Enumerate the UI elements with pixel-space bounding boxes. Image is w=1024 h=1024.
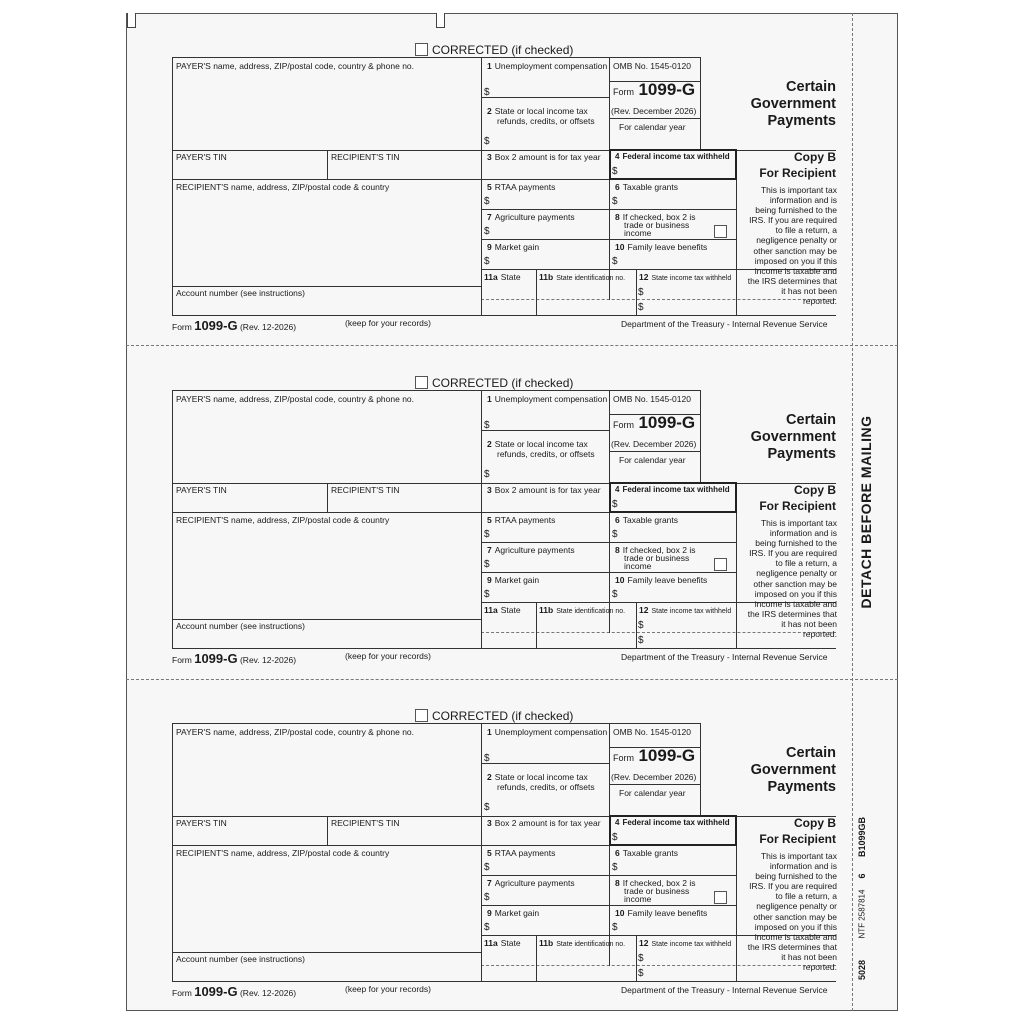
box10-amount[interactable]: $ <box>612 922 618 933</box>
form-rule <box>172 57 173 315</box>
notice-line: the IRS determines that <box>747 941 837 952</box>
notice-line: This is important tax <box>760 851 837 861</box>
footer-keep: (keep for your records) <box>345 318 431 328</box>
notice-line: to file a return, a <box>775 558 837 569</box>
payer-name-label: PAYER'S name, address, ZIP/postal code, country & phone no. <box>176 727 415 737</box>
box6-amount[interactable]: $ <box>612 529 618 540</box>
calendar-year-label: For calendar year <box>619 122 686 132</box>
box7-amount[interactable]: $ <box>484 892 490 903</box>
footer-keep: (keep for your records) <box>345 984 431 994</box>
account-number-field[interactable] <box>174 632 479 647</box>
box12-label: 12 State income tax withheld <box>639 605 732 615</box>
box8-checkbox[interactable] <box>714 225 727 238</box>
box9-amount[interactable]: $ <box>484 589 490 600</box>
box2-amount[interactable]: $ <box>484 136 490 147</box>
recipient-name-label: RECIPIENT'S name, address, ZIP/postal code & country <box>176 515 390 525</box>
notice-line: IRS. If you are required <box>749 881 837 892</box>
form-rule <box>700 723 701 816</box>
payer-name-field[interactable] <box>174 738 479 814</box>
form-rule <box>172 315 836 316</box>
margin-code-ntf: NTF 2587814 <box>857 889 867 939</box>
notice-line: reported. <box>802 962 837 973</box>
box3-label: 3 Box 2 amount is for tax year <box>487 818 601 828</box>
copy-label: Copy B <box>794 816 836 830</box>
form-rule <box>172 723 173 981</box>
box8-label-line2: trade or business <box>624 886 690 896</box>
notice-line: other sanction may be <box>753 245 837 256</box>
footer-form: Form 1099-G (Rev. 12-2026) <box>172 651 297 666</box>
box2-label: 2 State or local income tax <box>487 772 588 782</box>
form-rule <box>172 390 700 391</box>
account-number-label: Account number (see instructions) <box>176 954 305 964</box>
notice-line: it has not been <box>781 951 837 962</box>
box4-label: 4 Federal income tax withheld <box>615 485 730 494</box>
box11b-field-1[interactable] <box>538 617 634 631</box>
box1-amount[interactable]: $ <box>484 753 490 764</box>
margin-code-6: 6 <box>857 873 867 879</box>
payer-tin-field[interactable] <box>174 163 325 178</box>
form-number: Form 1099-G <box>613 413 696 432</box>
form-number: Form 1099-G <box>613 746 696 765</box>
form-rule <box>172 512 481 513</box>
notice-line: to file a return, a <box>775 891 837 902</box>
omb-number: OMB No. 1545-0120 <box>613 394 691 404</box>
notice-line: information and is <box>769 195 837 206</box>
box2-amount[interactable]: $ <box>484 469 490 480</box>
footer-department: Department of the Treasury - Internal Revenue Service <box>621 985 828 995</box>
form-title: Certain Government Payments <box>750 412 836 462</box>
box4-label: 4 Federal income tax withheld <box>615 818 730 827</box>
box11a-label: 11a State <box>484 272 521 282</box>
form-rule <box>481 763 609 764</box>
notice-line: income is taxable and <box>754 265 837 276</box>
box10-amount[interactable]: $ <box>612 589 618 600</box>
form-rule <box>172 619 481 620</box>
omb-number: OMB No. 1545-0120 <box>613 727 691 737</box>
box12-amount-2[interactable]: $ <box>638 635 644 646</box>
notice-line: reported. <box>802 629 837 640</box>
box12-amount-1[interactable]: $ <box>638 287 644 298</box>
detach-instruction: DETACH BEFORE MAILING <box>858 415 874 609</box>
form-rule <box>636 602 637 648</box>
box2-amount[interactable]: $ <box>484 802 490 813</box>
form-rule <box>172 952 481 953</box>
recipient-tin-label: RECIPIENT'S TIN <box>331 485 400 495</box>
box5-amount[interactable]: $ <box>484 196 490 207</box>
payer-name-field[interactable] <box>174 72 479 148</box>
box5-label: 5 RTAA payments <box>487 182 556 192</box>
form-rule <box>481 57 482 315</box>
recipient-label: For Recipient <box>759 166 836 180</box>
payer-name-label: PAYER'S name, address, ZIP/postal code, country & phone no. <box>176 61 415 71</box>
form-title: Certain Government Payments <box>750 79 836 129</box>
notice-line: being furnished to the <box>755 871 837 882</box>
notice-line: to file a return, a <box>775 225 837 236</box>
box11a-field-1[interactable] <box>483 617 534 631</box>
box12-amount-2[interactable]: $ <box>638 302 644 313</box>
box2-label-line2: refunds, credits, or offsets <box>497 449 595 459</box>
box9-label: 9 Market gain <box>487 908 540 918</box>
box6-label: 6 Taxable grants <box>615 182 679 192</box>
form-rule <box>481 430 609 431</box>
recipient-name-field[interactable] <box>174 193 479 284</box>
copy-label: Copy B <box>794 150 836 164</box>
box8-checkbox[interactable] <box>714 891 727 904</box>
box10-label: 10 Family leave benefits <box>615 908 708 918</box>
notice-line: income is taxable and <box>754 931 837 942</box>
box11b-field-1[interactable] <box>538 950 634 964</box>
box12-amount-1[interactable]: $ <box>638 620 644 631</box>
box5-amount[interactable]: $ <box>484 862 490 873</box>
notice-line: the IRS determines that <box>747 608 837 619</box>
notice-line: imposed on you if this <box>754 255 837 266</box>
recipient-tin-field[interactable] <box>329 496 479 511</box>
box4-amount[interactable]: $ <box>612 499 618 510</box>
copy-designation <box>740 149 836 181</box>
box11a-label: 11a State <box>484 605 521 615</box>
box12-amount-1[interactable]: $ <box>638 953 644 964</box>
payer-name-field[interactable] <box>174 405 479 481</box>
box11a-field-1[interactable] <box>483 950 534 964</box>
box4-label: 4 Federal income tax withheld <box>615 152 730 161</box>
payer-name-label: PAYER'S name, address, ZIP/postal code, country & phone no. <box>176 394 415 404</box>
box9-label: 9 Market gain <box>487 575 540 585</box>
box1-label: 1 Unemployment compensation <box>487 61 608 71</box>
form-copy-3 <box>0 666 1024 999</box>
copy-designation <box>740 815 836 847</box>
form-rule <box>700 390 701 483</box>
copy-designation <box>740 482 836 514</box>
notice-line: information and is <box>769 861 837 872</box>
margin-code-product: B1099GB <box>857 816 867 858</box>
notice-line: reported. <box>802 296 837 307</box>
box8-label-line2: trade or business <box>624 220 690 230</box>
recipient-name-label: RECIPIENT'S name, address, ZIP/postal code & country <box>176 848 390 858</box>
box10-label: 10 Family leave benefits <box>615 242 708 252</box>
box7-label: 7 Agriculture payments <box>487 878 575 888</box>
recipient-name-field[interactable] <box>174 526 479 617</box>
notice-line: This is important tax <box>760 518 837 528</box>
recipient-name-field[interactable] <box>174 859 479 950</box>
notice-line: IRS. If you are required <box>749 215 837 226</box>
corrected-label: CORRECTED (if checked) <box>432 709 574 723</box>
copy-label: Copy B <box>794 483 836 497</box>
box8-label-line3: income <box>624 894 652 904</box>
box11b-label: 11b State identification no. <box>539 272 626 282</box>
notice-line: it has not been <box>781 618 837 629</box>
box1-amount[interactable]: $ <box>484 87 490 98</box>
revision-date: (Rev. December 2026) <box>611 106 697 116</box>
corrected-checkbox[interactable] <box>415 376 428 389</box>
box11b-label: 11b State identification no. <box>539 938 626 948</box>
calendar-year-field[interactable] <box>612 799 697 814</box>
recipient-tin-field[interactable] <box>329 829 479 844</box>
box9-amount[interactable]: $ <box>484 922 490 933</box>
form-rule <box>536 269 537 315</box>
notice-line: imposed on you if this <box>754 921 837 932</box>
notice-line: information and is <box>769 528 837 539</box>
calendar-year-field[interactable] <box>612 466 697 481</box>
form-rule <box>172 286 481 287</box>
box7-amount[interactable]: $ <box>484 226 490 237</box>
omb-number: OMB No. 1545-0120 <box>613 61 691 71</box>
box6-amount[interactable]: $ <box>612 862 618 873</box>
box9-amount[interactable]: $ <box>484 256 490 267</box>
box9-label: 9 Market gain <box>487 242 540 252</box>
recipient-notice <box>740 851 837 972</box>
notice-line: being furnished to the <box>755 538 837 549</box>
notice-line: being furnished to the <box>755 205 837 216</box>
form-rule <box>172 390 173 648</box>
notice-line: the IRS determines that <box>747 275 837 286</box>
box4-amount[interactable]: $ <box>612 166 618 177</box>
revision-date: (Rev. December 2026) <box>611 772 697 782</box>
box3-label: 3 Box 2 amount is for tax year <box>487 485 601 495</box>
recipient-label: For Recipient <box>759 832 836 846</box>
box11a-field-1[interactable] <box>483 284 534 298</box>
form-rule <box>700 57 701 150</box>
notice-line: other sanction may be <box>753 578 837 589</box>
form-rule <box>609 451 700 452</box>
form-rule <box>609 118 700 119</box>
payer-tin-label: PAYER'S TIN <box>176 485 227 495</box>
account-number-field[interactable] <box>174 299 479 314</box>
box11b-field-1[interactable] <box>538 284 634 298</box>
calendar-year-label: For calendar year <box>619 455 686 465</box>
notice-line: IRS. If you are required <box>749 548 837 559</box>
box8-label-line3: income <box>624 561 652 571</box>
margin-code-5028: 5028 <box>857 959 867 981</box>
notice-line: it has not been <box>781 285 837 296</box>
recipient-tin-label: RECIPIENT'S TIN <box>331 818 400 828</box>
box7-label: 7 Agriculture payments <box>487 212 575 222</box>
recipient-label: For Recipient <box>759 499 836 513</box>
notice-line: negligence penalty or <box>756 901 837 912</box>
form-rule <box>636 269 637 315</box>
form-rule <box>536 935 537 981</box>
box8-label: 8 If checked, box 2 is <box>615 545 696 555</box>
payer-tin-field[interactable] <box>174 829 325 844</box>
box8-label-line2: trade or business <box>624 553 690 563</box>
corrected-label: CORRECTED (if checked) <box>432 376 574 390</box>
box6-amount[interactable]: $ <box>612 196 618 207</box>
recipient-notice <box>740 185 837 306</box>
box8-checkbox[interactable] <box>714 558 727 571</box>
corrected-checkbox[interactable] <box>415 43 428 56</box>
footer-keep: (keep for your records) <box>345 651 431 661</box>
form-rule <box>327 150 328 179</box>
box12-amount-2[interactable]: $ <box>638 968 644 979</box>
form-rule <box>636 935 637 981</box>
payer-tin-label: PAYER'S TIN <box>176 152 227 162</box>
box8-label: 8 If checked, box 2 is <box>615 878 696 888</box>
box6-label: 6 Taxable grants <box>615 515 679 525</box>
form-rule <box>327 483 328 512</box>
form-copy-2 <box>0 333 1024 666</box>
footer-form: Form 1099-G (Rev. 12-2026) <box>172 984 297 999</box>
account-number-field[interactable] <box>174 965 479 980</box>
calendar-year-field[interactable] <box>612 133 697 148</box>
box11a-label: 11a State <box>484 938 521 948</box>
notice-line: income is taxable and <box>754 598 837 609</box>
box2-label-line2: refunds, credits, or offsets <box>497 116 595 126</box>
notice-line: negligence penalty or <box>756 568 837 579</box>
payer-tin-label: PAYER'S TIN <box>176 818 227 828</box>
payer-tin-field[interactable] <box>174 496 325 511</box>
box5-label: 5 RTAA payments <box>487 515 556 525</box>
revision-date: (Rev. December 2026) <box>611 439 697 449</box>
box1-amount[interactable]: $ <box>484 420 490 431</box>
box8-label-line3: income <box>624 228 652 238</box>
footer-department: Department of the Treasury - Internal Revenue Service <box>621 652 828 662</box>
form-rule <box>481 723 482 981</box>
form-rule <box>609 784 700 785</box>
box3-label: 3 Box 2 amount is for tax year <box>487 152 601 162</box>
form-copy-1 <box>0 0 1024 333</box>
form-rule <box>536 602 537 648</box>
form-rule <box>172 179 481 180</box>
box2-label-line2: refunds, credits, or offsets <box>497 782 595 792</box>
box2-label: 2 State or local income tax <box>487 439 588 449</box>
form-rule <box>172 57 700 58</box>
recipient-notice <box>740 518 837 639</box>
notice-line: This is important tax <box>760 185 837 195</box>
box12-label: 12 State income tax withheld <box>639 272 732 282</box>
recipient-tin-field[interactable] <box>329 163 479 178</box>
account-number-label: Account number (see instructions) <box>176 288 305 298</box>
recipient-name-label: RECIPIENT'S name, address, ZIP/postal code & country <box>176 182 390 192</box>
box1-label: 1 Unemployment compensation <box>487 727 608 737</box>
box12-label: 12 State income tax withheld <box>639 938 732 948</box>
form-number: Form 1099-G <box>613 80 696 99</box>
corrected-label: CORRECTED (if checked) <box>432 43 574 57</box>
box10-amount[interactable]: $ <box>612 256 618 267</box>
form-rule <box>172 981 836 982</box>
box7-amount[interactable]: $ <box>484 559 490 570</box>
account-number-label: Account number (see instructions) <box>176 621 305 631</box>
notice-line: imposed on you if this <box>754 588 837 599</box>
box2-label: 2 State or local income tax <box>487 106 588 116</box>
box6-label: 6 Taxable grants <box>615 848 679 858</box>
recipient-tin-label: RECIPIENT'S TIN <box>331 152 400 162</box>
box5-label: 5 RTAA payments <box>487 848 556 858</box>
box4-amount[interactable]: $ <box>612 832 618 843</box>
form-title: Certain Government Payments <box>750 745 836 795</box>
form-rule <box>481 390 482 648</box>
box11b-label: 11b State identification no. <box>539 605 626 615</box>
footer-form: Form 1099-G (Rev. 12-2026) <box>172 318 297 333</box>
box10-label: 10 Family leave benefits <box>615 575 708 585</box>
form-rule <box>172 723 700 724</box>
notice-line: other sanction may be <box>753 911 837 922</box>
calendar-year-label: For calendar year <box>619 788 686 798</box>
footer-department: Department of the Treasury - Internal Revenue Service <box>621 319 828 329</box>
box7-label: 7 Agriculture payments <box>487 545 575 555</box>
form-rule <box>172 845 481 846</box>
notice-line: negligence penalty or <box>756 235 837 246</box>
box5-amount[interactable]: $ <box>484 529 490 540</box>
form-rule <box>327 816 328 845</box>
form-rule <box>481 97 609 98</box>
form-rule <box>172 648 836 649</box>
corrected-checkbox[interactable] <box>415 709 428 722</box>
box1-label: 1 Unemployment compensation <box>487 394 608 404</box>
box8-label: 8 If checked, box 2 is <box>615 212 696 222</box>
